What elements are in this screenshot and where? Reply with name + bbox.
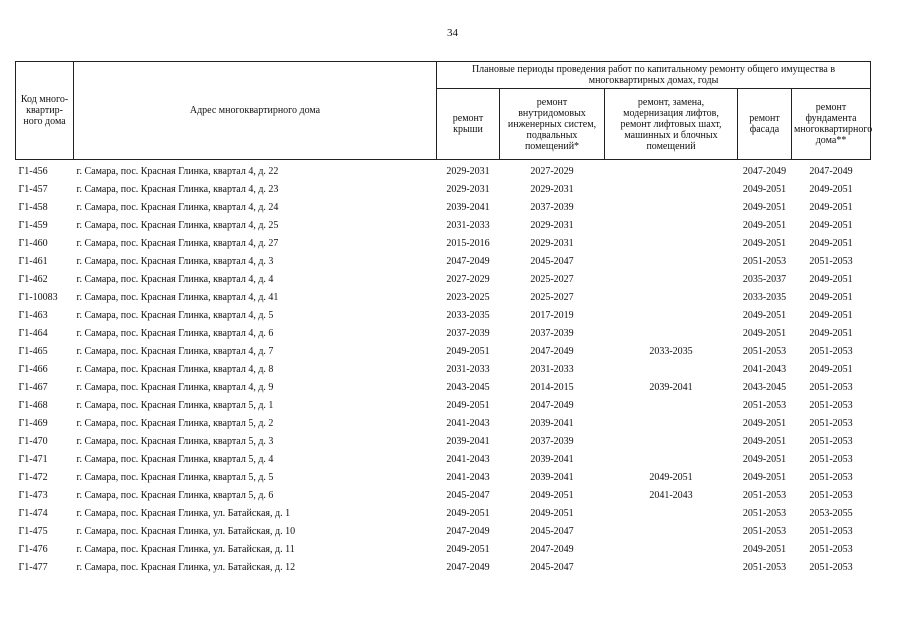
foundation-period-cell: 2051-2053 (809, 255, 853, 267)
capital-repair-table (15, 61, 871, 576)
foundation-period-cell: 2051-2053 (809, 489, 853, 501)
engineering-period-cell: 2029-2031 (530, 237, 574, 249)
header-code: Код много-квартир-ного дома (16, 62, 74, 160)
elevator-period-cell (605, 216, 738, 234)
facade-period-cell: 2049-2051 (742, 183, 787, 195)
facade-period-cell: 2051-2053 (742, 345, 787, 357)
foundation-period-cell: 2049-2051 (809, 273, 853, 285)
header-address: Адрес многоквартирного дома (74, 62, 437, 160)
foundation-period-cell: 2051-2053 (809, 471, 853, 483)
address-cell: г. Самара, пос. Красная Глинка, квартал 5, д. 2 (76, 417, 274, 429)
house-code-cell: Г1-477 (18, 561, 48, 573)
elevator-period-cell (605, 160, 738, 181)
house-code-cell: Г1-475 (18, 525, 48, 537)
roof-period-cell: 2031-2033 (446, 363, 490, 375)
header-engineering: ремонт внутридомовых инженерных систем, подвальных помещений* (500, 89, 605, 160)
roof-period-cell: 2039-2041 (446, 435, 490, 447)
roof-period-cell: 2041-2043 (446, 417, 490, 429)
address-cell: г. Самара, пос. Красная Глинка, квартал 4, д. 25 (76, 219, 279, 231)
address-cell: г. Самара, пос. Красная Глинка, квартал 4, д. 4 (76, 273, 274, 285)
house-code-cell: Г1-456 (18, 165, 48, 177)
elevator-period-cell (605, 522, 738, 540)
engineering-period-cell: 2037-2039 (530, 201, 574, 213)
facade-period-cell: 2049-2051 (742, 219, 787, 231)
elevator-period-cell (605, 198, 738, 216)
table-row (16, 234, 871, 252)
house-code-cell: Г1-457 (18, 183, 48, 195)
engineering-period-cell: 2037-2039 (530, 435, 574, 447)
foundation-period-cell: 2049-2051 (809, 183, 853, 195)
engineering-period-cell: 2025-2027 (530, 291, 574, 303)
house-code-cell: Г1-467 (18, 381, 48, 393)
facade-period-cell: 2051-2053 (742, 489, 787, 501)
facade-period-cell: 2035-2037 (742, 273, 787, 285)
house-code-cell: Г1-474 (18, 507, 48, 519)
engineering-period-cell: 2039-2041 (530, 453, 574, 465)
table-row (16, 468, 871, 486)
table-row (16, 558, 871, 576)
engineering-period-cell: 2039-2041 (530, 417, 574, 429)
foundation-period-cell: 2051-2053 (809, 435, 853, 447)
page-number: 34 (447, 27, 458, 39)
house-code-cell: Г1-461 (18, 255, 48, 267)
house-code-cell: Г1-462 (18, 273, 48, 285)
roof-period-cell: 2047-2049 (446, 525, 490, 537)
facade-period-cell: 2049-2051 (742, 543, 787, 555)
engineering-period-cell: 2049-2051 (530, 489, 574, 501)
roof-period-cell: 2047-2049 (446, 561, 490, 573)
table-row (16, 414, 871, 432)
foundation-period-cell: 2051-2053 (809, 543, 853, 555)
roof-period-cell: 2041-2043 (446, 471, 490, 483)
house-code-cell: Г1-464 (18, 327, 48, 339)
facade-period-cell: 2051-2053 (742, 561, 787, 573)
foundation-period-cell: 2051-2053 (809, 561, 853, 573)
engineering-period-cell: 2027-2029 (530, 165, 574, 177)
house-code-cell: Г1-460 (18, 237, 48, 249)
engineering-period-cell: 2014-2015 (530, 381, 574, 393)
foundation-period-cell: 2051-2053 (809, 345, 853, 357)
table-row (16, 432, 871, 450)
foundation-period-cell: 2051-2053 (809, 453, 853, 465)
address-cell: г. Самара, пос. Красная Глинка, ул. Батайская, д. 12 (76, 561, 296, 573)
engineering-period-cell: 2045-2047 (530, 255, 574, 267)
facade-period-cell: 2051-2053 (742, 399, 787, 411)
header-facade: ремонт фасада (738, 89, 792, 160)
roof-period-cell: 2049-2051 (446, 507, 490, 519)
address-cell: г. Самара, пос. Красная Глинка, квартал 5, д. 1 (76, 399, 274, 411)
header-elevators: ремонт, замена, модернизация лифтов, ремонт лифтовых шахт, машинных и блочных помещений (605, 89, 738, 160)
foundation-period-cell: 2049-2051 (809, 291, 853, 303)
header-periods: Плановые периоды проведения работ по капитальному ремонту общего имущества в многоквартирных домах, годы (437, 62, 871, 89)
house-code-cell: Г1-458 (18, 201, 48, 213)
address-cell: г. Самара, пос. Красная Глинка, ул. Батайская, д. 1 (76, 507, 291, 519)
elevator-period-cell (605, 324, 738, 342)
table-row (16, 342, 871, 360)
foundation-period-cell: 2051-2053 (809, 381, 853, 393)
elevator-period-cell: 2033-2035 (649, 345, 693, 357)
roof-period-cell: 2047-2049 (446, 255, 490, 267)
roof-period-cell: 2029-2031 (446, 165, 490, 177)
foundation-period-cell: 2051-2053 (809, 399, 853, 411)
address-cell: г. Самара, пос. Красная Глинка, ул. Батайская, д. 11 (76, 543, 295, 555)
foundation-period-cell: 2051-2053 (809, 525, 853, 537)
table-row (16, 288, 871, 306)
foundation-period-cell: 2051-2053 (809, 417, 853, 429)
elevator-period-cell (605, 234, 738, 252)
roof-period-cell: 2033-2035 (446, 309, 490, 321)
elevator-period-cell (605, 180, 738, 198)
house-code-cell: Г1-465 (18, 345, 48, 357)
elevator-period-cell (605, 270, 738, 288)
engineering-period-cell: 2047-2049 (530, 543, 574, 555)
roof-period-cell: 2015-2016 (446, 237, 490, 249)
table-row (16, 180, 871, 198)
engineering-period-cell: 2029-2031 (530, 183, 574, 195)
elevator-period-cell (605, 306, 738, 324)
roof-period-cell: 2043-2045 (446, 381, 490, 393)
house-code-cell: Г1-471 (18, 453, 48, 465)
facade-period-cell: 2049-2051 (742, 309, 787, 321)
header-foundation: ремонт фундамента многоквартирного дома** (792, 89, 871, 160)
elevator-period-cell (605, 414, 738, 432)
table-row (16, 160, 871, 181)
facade-period-cell: 2049-2051 (742, 453, 787, 465)
table-row (16, 324, 871, 342)
engineering-period-cell: 2025-2027 (530, 273, 574, 285)
address-cell: г. Самара, пос. Красная Глинка, квартал 5, д. 5 (76, 471, 274, 483)
roof-period-cell: 2049-2051 (446, 543, 490, 555)
address-cell: г. Самара, пос. Красная Глинка, квартал 4, д. 24 (76, 201, 279, 213)
foundation-period-cell: 2049-2051 (809, 363, 853, 375)
house-code-cell: Г1-476 (18, 543, 48, 555)
elevator-period-cell (605, 396, 738, 414)
engineering-period-cell: 2031-2033 (530, 363, 574, 375)
address-cell: г. Самара, пос. Красная Глинка, квартал 4, д. 7 (76, 345, 274, 357)
facade-period-cell: 2051-2053 (742, 525, 787, 537)
table-row (16, 252, 871, 270)
facade-period-cell: 2033-2035 (742, 291, 787, 303)
roof-period-cell: 2041-2043 (446, 453, 490, 465)
house-code-cell: Г1-468 (18, 399, 48, 411)
elevator-period-cell: 2049-2051 (649, 471, 693, 483)
roof-period-cell: 2027-2029 (446, 273, 490, 285)
address-cell: г. Самара, пос. Красная Глинка, ул. Батайская, д. 10 (76, 525, 296, 537)
table-row (16, 306, 871, 324)
facade-period-cell: 2041-2043 (742, 363, 787, 375)
address-cell: г. Самара, пос. Красная Глинка, квартал 4, д. 6 (76, 327, 274, 339)
facade-period-cell: 2049-2051 (742, 471, 787, 483)
table-row (16, 504, 871, 522)
address-cell: г. Самара, пос. Красная Глинка, квартал 4, д. 27 (76, 237, 279, 249)
foundation-period-cell: 2049-2051 (809, 219, 853, 231)
roof-period-cell: 2023-2025 (446, 291, 490, 303)
facade-period-cell: 2047-2049 (742, 165, 787, 177)
roof-period-cell: 2045-2047 (446, 489, 490, 501)
roof-period-cell: 2031-2033 (446, 219, 490, 231)
facade-period-cell: 2051-2053 (742, 255, 787, 267)
address-cell: г. Самара, пос. Красная Глинка, квартал 5, д. 3 (76, 435, 274, 447)
engineering-period-cell: 2039-2041 (530, 471, 574, 483)
elevator-period-cell (605, 432, 738, 450)
table-row (16, 270, 871, 288)
house-code-cell: Г1-459 (18, 219, 48, 231)
table-row (16, 540, 871, 558)
address-cell: г. Самара, пос. Красная Глинка, квартал 4, д. 41 (76, 291, 279, 303)
house-code-cell: Г1-473 (18, 489, 48, 501)
address-cell: г. Самара, пос. Красная Глинка, квартал 4, д. 23 (76, 183, 279, 195)
table-row (16, 216, 871, 234)
header-roof: ремонт крыши (437, 89, 500, 160)
foundation-period-cell: 2049-2051 (809, 201, 853, 213)
table-row (16, 522, 871, 540)
table-row (16, 486, 871, 504)
house-code-cell: Г1-463 (18, 309, 48, 321)
elevator-period-cell (605, 450, 738, 468)
elevator-period-cell (605, 540, 738, 558)
address-cell: г. Самара, пос. Красная Глинка, квартал 4, д. 22 (76, 165, 279, 177)
facade-period-cell: 2049-2051 (742, 201, 787, 213)
foundation-period-cell: 2047-2049 (809, 165, 853, 177)
table-row (16, 396, 871, 414)
engineering-period-cell: 2017-2019 (530, 309, 574, 321)
facade-period-cell: 2049-2051 (742, 435, 787, 447)
engineering-period-cell: 2049-2051 (530, 507, 574, 519)
facade-period-cell: 2051-2053 (742, 507, 787, 519)
house-code-cell: Г1-469 (18, 417, 48, 429)
table-row (16, 378, 871, 396)
address-cell: г. Самара, пос. Красная Глинка, квартал 5, д. 6 (76, 489, 274, 501)
house-code-cell: Г1-10083 (18, 291, 58, 303)
facade-period-cell: 2049-2051 (742, 417, 787, 429)
house-code-cell: Г1-472 (18, 471, 48, 483)
address-cell: г. Самара, пос. Красная Глинка, квартал 4, д. 8 (76, 363, 274, 375)
elevator-period-cell (605, 360, 738, 378)
engineering-period-cell: 2047-2049 (530, 345, 574, 357)
house-code-cell: Г1-466 (18, 363, 48, 375)
roof-period-cell: 2049-2051 (446, 399, 490, 411)
foundation-period-cell: 2049-2051 (809, 309, 853, 321)
roof-period-cell: 2029-2031 (446, 183, 490, 195)
address-cell: г. Самара, пос. Красная Глинка, квартал 4, д. 3 (76, 255, 274, 267)
engineering-period-cell: 2037-2039 (530, 327, 574, 339)
facade-period-cell: 2049-2051 (742, 327, 787, 339)
foundation-period-cell: 2053-2055 (809, 507, 853, 519)
elevator-period-cell: 2041-2043 (649, 489, 693, 501)
engineering-period-cell: 2029-2031 (530, 219, 574, 231)
engineering-period-cell: 2045-2047 (530, 525, 574, 537)
elevator-period-cell (605, 252, 738, 270)
foundation-period-cell: 2049-2051 (809, 327, 853, 339)
address-cell: г. Самара, пос. Красная Глинка, квартал 4, д. 5 (76, 309, 274, 321)
house-code-cell: Г1-470 (18, 435, 48, 447)
facade-period-cell: 2043-2045 (742, 381, 787, 393)
address-cell: г. Самара, пос. Красная Глинка, квартал 4, д. 9 (76, 381, 274, 393)
table-row (16, 198, 871, 216)
elevator-period-cell (605, 558, 738, 576)
elevator-period-cell (605, 504, 738, 522)
address-cell: г. Самара, пос. Красная Глинка, квартал 5, д. 4 (76, 453, 274, 465)
foundation-period-cell: 2049-2051 (809, 237, 853, 249)
engineering-period-cell: 2047-2049 (530, 399, 574, 411)
roof-period-cell: 2049-2051 (446, 345, 490, 357)
table-body (16, 160, 871, 577)
elevator-period-cell (605, 288, 738, 306)
elevator-period-cell: 2039-2041 (649, 381, 693, 393)
engineering-period-cell: 2045-2047 (530, 561, 574, 573)
roof-period-cell: 2039-2041 (446, 201, 490, 213)
table-row (16, 450, 871, 468)
table-row (16, 360, 871, 378)
facade-period-cell: 2049-2051 (742, 237, 787, 249)
roof-period-cell: 2037-2039 (446, 327, 490, 339)
